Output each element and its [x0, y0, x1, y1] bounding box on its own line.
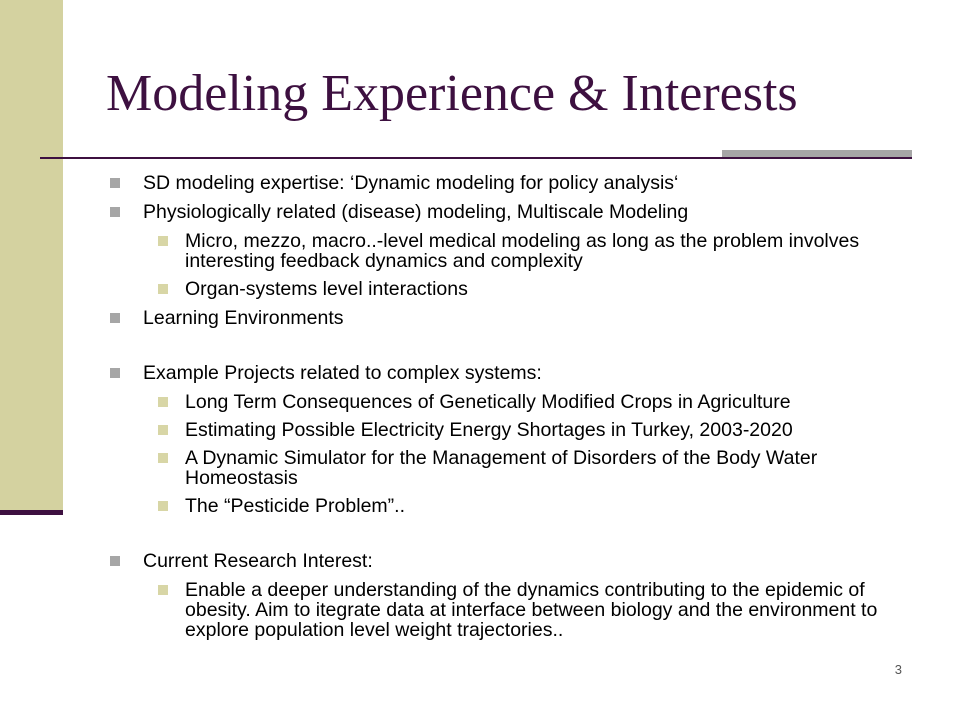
bullet-item	[110, 551, 910, 571]
sub-bullet-text: Enable a deeper understanding of the dynamics contributing to the epidemic of obesity. Aim to itegrate data at interface between biology and the environment to explore population level weight trajectories..	[185, 579, 878, 641]
square-bullet-icon	[158, 501, 168, 511]
bullet-text: Current Research Interest:	[143, 550, 373, 572]
page-number: 3	[894, 662, 902, 677]
square-bullet-icon	[158, 425, 168, 435]
bullet-list	[110, 173, 910, 640]
square-bullet-icon	[110, 368, 120, 378]
bullet-item	[110, 308, 910, 328]
slide-title: Modeling Experience & Interests	[106, 65, 798, 122]
square-bullet-icon	[110, 178, 120, 188]
sub-bullet-item	[110, 279, 910, 299]
square-bullet-icon	[158, 397, 168, 407]
sub-bullet-item	[110, 496, 910, 516]
square-bullet-icon	[158, 236, 168, 246]
sub-bullet-item	[110, 392, 910, 412]
sub-bullet-text: The “Pesticide Problem”..	[185, 495, 405, 517]
bullet-text: Physiologically related (disease) modeling, Multiscale Modeling	[143, 201, 689, 223]
sub-bullet-item	[110, 448, 910, 488]
title-underline-rule	[40, 157, 912, 159]
sub-bullet-text: A Dynamic Simulator for the Management of Disorders of the Body Water Homeostasis	[185, 447, 818, 489]
bullet-text: Example Projects related to complex systems:	[143, 362, 542, 384]
sub-bullet-text: Estimating Possible Electricity Energy Shortages in Turkey, 2003-2020	[185, 419, 793, 441]
sub-bullet-item	[110, 231, 910, 271]
square-bullet-icon	[110, 207, 120, 217]
square-bullet-icon	[158, 453, 168, 463]
square-bullet-icon	[110, 556, 120, 566]
left-bar-bottom-rule	[0, 510, 63, 515]
sub-bullet-text: Long Term Consequences of Genetically Modified Crops in Agriculture	[185, 391, 791, 413]
bullet-item	[110, 202, 910, 222]
bullet-item	[110, 173, 910, 193]
left-decorative-bar	[0, 0, 63, 513]
bullet-text: SD modeling expertise: ‘Dynamic modeling for policy analysis‘	[143, 172, 679, 194]
sub-bullet-text: Micro, mezzo, macro..-level medical modeling as long as the problem involves interesting feedback dynamics and complexity	[185, 230, 860, 272]
sub-bullet-text: Organ-systems level interactions	[185, 278, 468, 300]
square-bullet-icon	[158, 284, 168, 294]
sub-bullet-item	[110, 580, 910, 640]
bullet-text: Learning Environments	[143, 307, 344, 329]
sub-bullet-item	[110, 420, 910, 440]
square-bullet-icon	[110, 313, 120, 323]
square-bullet-icon	[158, 585, 168, 595]
bullet-item	[110, 363, 910, 383]
